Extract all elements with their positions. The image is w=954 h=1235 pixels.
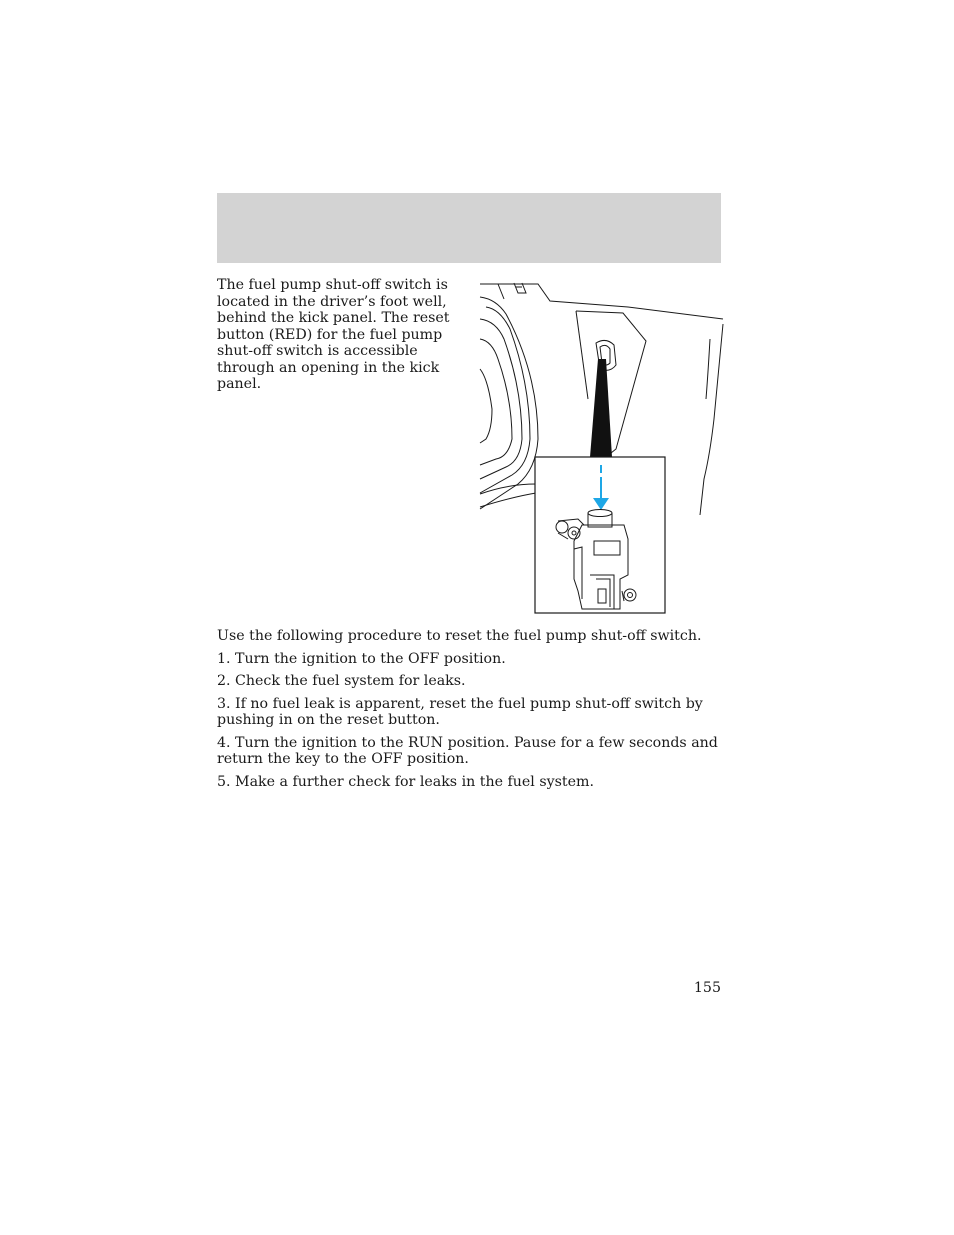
procedure-section [217,628,721,796]
procedure-step: 4. Turn the ignition to the RUN position. Pause for a few seconds and return the key to the OFF position. [217,734,718,767]
procedure-step: 2. Check the fuel system for leaks. [217,673,466,689]
kick-panel-outline [576,311,646,457]
fuel-pump-switch-illustration [478,279,724,615]
procedure-intro: Use the following procedure to reset the fuel pump shut-off switch. [217,628,702,644]
pointer-beam [590,359,612,457]
section-header-band [217,193,721,263]
procedure-step: 3. If no fuel leak is apparent, reset the fuel pump shut-off switch by pushing in on the reset button. [217,695,703,728]
procedure-step: 1. Turn the ignition to the OFF position. [217,650,506,667]
page-number: 155 [693,980,721,996]
intro-paragraph: The fuel pump shut-off switch is located in the driver’s foot well, behind the kick panel. The reset button (RED) for the fuel pump shut-off switch is accessible through an opening in the kick panel. [217,277,450,392]
procedure-step: 5. Make a further check for leaks in the fuel system. [217,773,594,790]
